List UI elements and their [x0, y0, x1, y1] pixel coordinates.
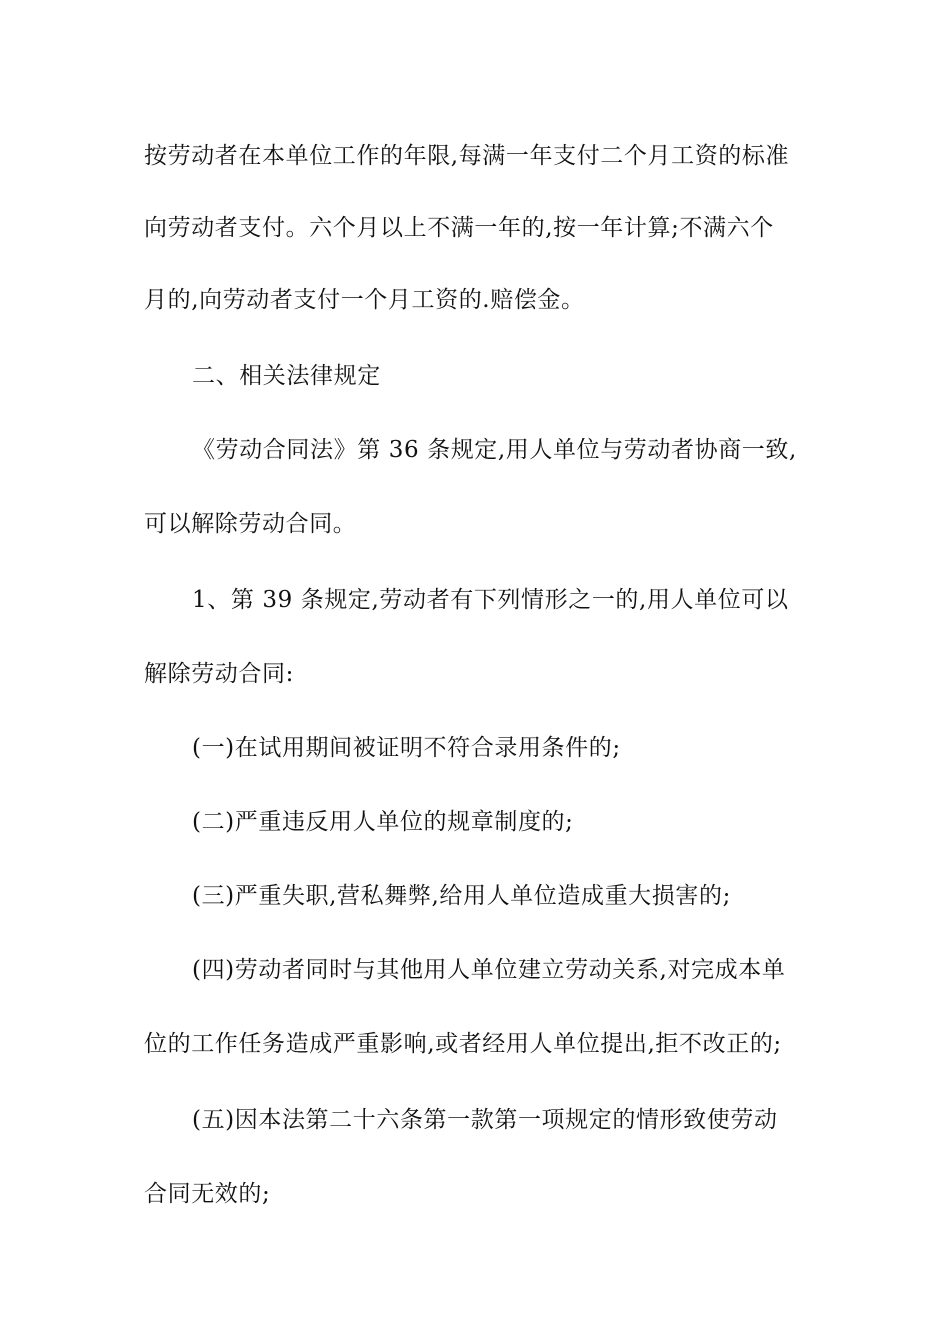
list-item: (五)因本法第二十六条第一款第一项规定的情形致使劳动 — [192, 1107, 778, 1133]
list-item: (四)劳动者同时与其他用人单位建立劳动关系,对完成本单 — [192, 957, 786, 983]
list-item-continuation: 位的工作任务造成严重影响,或者经用人单位提出,拒不改正的; — [144, 1031, 782, 1057]
paragraph-line: 《劳动合同法》第 36 条规定,用人单位与劳动者协商一致, — [192, 437, 797, 463]
list-item: (二)严重违反用人单位的规章制度的; — [192, 809, 574, 835]
paragraph-line: 1、第 39 条规定,劳动者有下列情形之一的,用人单位可以 — [192, 587, 789, 613]
paragraph-line: 向劳动者支付。六个月以上不满一年的,按一年计算;不满六个 — [144, 215, 774, 241]
paragraph-line: 月的,向劳动者支付一个月工资的.赔偿金。 — [144, 287, 585, 313]
paragraph-line: 解除劳动合同: — [144, 661, 294, 687]
section-heading: 二、相关法律规定 — [192, 363, 381, 389]
list-item: (一)在试用期间被证明不符合录用条件的; — [192, 735, 621, 761]
paragraph-line: 按劳动者在本单位工作的年限,每满一年支付二个月工资的标准 — [144, 143, 790, 169]
list-item: (三)严重失职,营私舞弊,给用人单位造成重大损害的; — [192, 883, 731, 909]
paragraph-line: 可以解除劳动合同。 — [144, 511, 357, 537]
list-item-continuation: 合同无效的; — [144, 1181, 271, 1207]
